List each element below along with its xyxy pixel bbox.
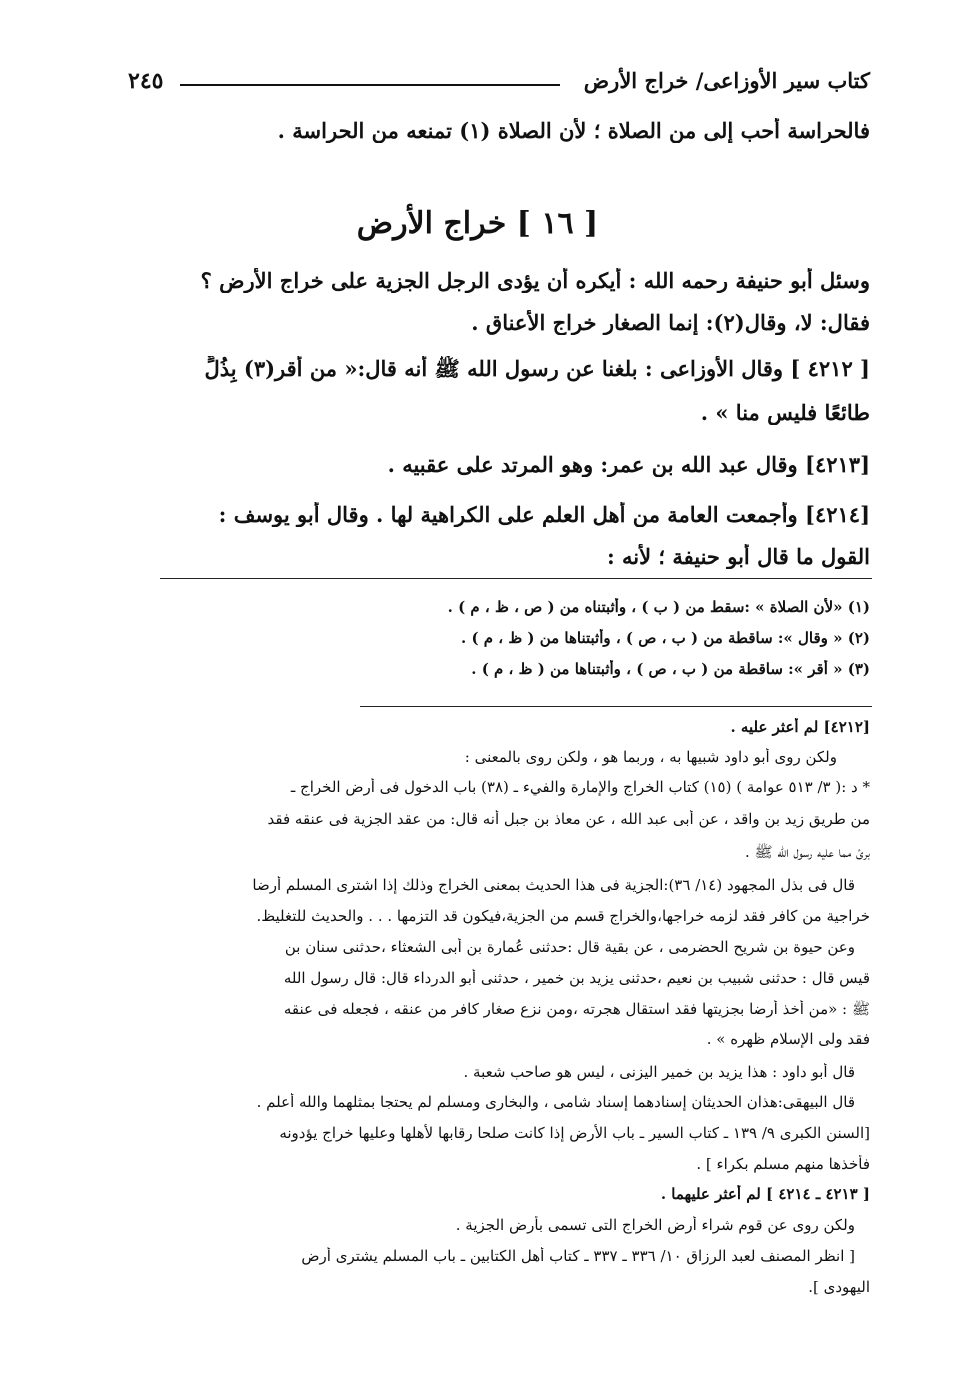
- footnote-1: (١) «لأن الصلاة » :سقط من ( ب ) ، وأثبتناه من ( ص ، ظ ، م ) .: [447, 598, 870, 616]
- body-line-7: [٤٢١٤] وأجمعت العامة من أهل العلم على الكراهية لها . وقال أبو يوسف :: [218, 502, 870, 527]
- note-line: خراجية من كافر فقد لزمه خراجها،والخراج قسم من الجزية،فيكون قد التزمها . . . والحديث للتغليظ.: [256, 907, 870, 925]
- body-line-6: [٤٢١٣] وقال عبد الله بن عمر: وهو المرتد على عقبيه .: [387, 452, 870, 477]
- body-line-3: فقال: لا، وقال(٢): إنما الصغار خراج الأعناق .: [471, 310, 870, 335]
- note-line: فأخذها منهم مسلم بكراء ] .: [696, 1155, 870, 1173]
- note-line: من طريق زيد بن واقد ، عن أبى عبد الله ، عن معاذ بن جبل أنه قال: من عقد الجزية فى عنقه فقد: [267, 810, 870, 828]
- note-line: برئ مما عليه رسول الله ﷺ .: [744, 843, 870, 861]
- note-line: * د :( ٣/ ٥١٣ عوامة ) (١٥) كتاب الخراج والإمارة والفيء ـ (٣٨) باب الدخول فى أرض الخراج ـ: [290, 778, 870, 796]
- running-header-title: كتاب سير الأوزاعى/ خراج الأرض: [583, 68, 870, 93]
- page-number: ٢٤٥: [128, 68, 164, 94]
- note-line: [ ٤٢١٣ ـ ٤٢١٤ ] لم أعثر عليهما .: [660, 1185, 870, 1203]
- note-line: [٤٢١٢] لم أعثر عليه .: [730, 718, 870, 736]
- body-line-5: طائعًا فليس منا » .: [700, 400, 870, 425]
- notes-rule: [360, 706, 872, 707]
- note-line: وعن حيوة بن شريح الحضرمى ، عن بقية قال :حدثنى عُمارة بن أبى الشعثاء ،حدثنى سنان بن: [284, 938, 855, 956]
- note-line: اليهودى ].: [808, 1278, 870, 1296]
- body-line-1: فالحراسة أحب إلى من الصلاة ؛ لأن الصلاة (١) تمنعه من الحراسة .: [277, 118, 870, 143]
- note-line: قال فى بذل المجهود (١٤/ ٣٦):الجزية فى هذا الحديث بمعنى الخراج وذلك إذا اشترى المسلم أرضا: [252, 876, 855, 894]
- body-line-2: وسئل أبو حنيفة رحمه الله : أيكره أن يؤدى الرجل الجزية على خراج الأرض ؟: [200, 268, 870, 293]
- note-line: فقد ولى الإسلام ظهره » .: [706, 1030, 870, 1048]
- note-line: [ انظر المصنف لعبد الرزاق ١٠/ ٣٣٦ ـ ٣٣٧ ـ كتاب أهل الكتابين ـ باب المسلم يشترى أرض: [301, 1247, 855, 1265]
- note-line: قال البيهقى:هذان الحديثان إسنادهما إسناد شامى ، والبخارى ومسلم لم يحتجا بمثلهما والله أعلم .: [256, 1093, 855, 1111]
- note-line: ولكن روى عن قوم شراء أرض الخراج التى تسمى بأرض الجزية .: [455, 1216, 855, 1234]
- note-line: ولكن روى أبو داود شبيها به ، وربما هو ، ولكن روى بالمعنى :: [464, 748, 837, 766]
- footnote-2: (٢) « وقال »: ساقطة من ( ب ، ص ) ، وأثبتناها من ( ظ ، م ) .: [461, 629, 870, 647]
- section-heading: [ ١٦ ] خراج الأرض: [356, 206, 599, 241]
- body-line-8: القول ما قال أبو حنيفة ؛ لأنه :: [606, 544, 870, 569]
- body-line-4: [ ٤٢١٢ ] وقال الأوزاعى : بلغنا عن رسول الله ﷺ أنه قال:« من أقر(٣) بِذُلٍّ: [204, 356, 870, 381]
- note-line: ﷺ : «من أخذ أرضا بجزيتها فقد استقال هجرته ،ومن نزع صغار كافر من عنقه ، فجعله فى عنقه: [283, 1000, 870, 1018]
- note-line: قيس قال : حدثنى شبيب بن نعيم ،حدثنى يزيد بن خمير ، حدثنى أبو الدرداء قال: قال رسول الله: [283, 969, 870, 987]
- note-line: قال أبو داود : هذا يزيد بن خمير اليزنى ، ليس هو صاحب شعبة .: [463, 1063, 855, 1081]
- header-rule: [180, 84, 560, 86]
- footnote-3: (٣) « أقر »: ساقطة من ( ب ، ص ) ، وأثبتناها من ( ظ ، م ) .: [471, 660, 870, 678]
- note-line: [السنن الكبرى ٩/ ١٣٩ ـ كتاب السير ـ باب الأرض إذا كانت صلحا رقابها لأهلها وعليها خراج يؤدونه: [279, 1124, 870, 1142]
- footnote-rule: [160, 578, 872, 579]
